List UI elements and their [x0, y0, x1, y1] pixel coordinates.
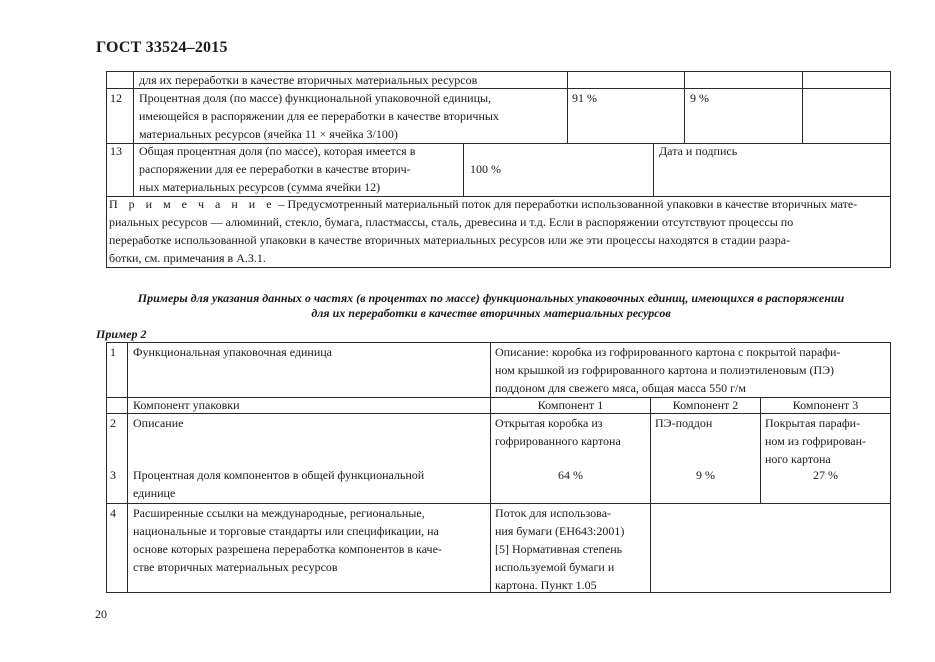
text-line: основе которых разрешена переработка компонентов в каче- — [133, 542, 442, 556]
value-cell: 91 % — [572, 91, 597, 105]
table-cell: Описание — [133, 416, 184, 430]
row-number: 12 — [110, 91, 122, 105]
text-line: ных материальных ресурсов (сумма ячейки 12) — [139, 180, 381, 194]
table-rule — [127, 342, 128, 593]
text-line: ном из гофрирован- — [765, 434, 867, 448]
note-line: ботки, см. примечания в А.3.1. — [109, 251, 266, 265]
table-cell — [133, 504, 488, 576]
text-line: распоряжении для ее переработки в качестве вторич- — [139, 162, 411, 176]
date-signature-label: Дата и подпись — [659, 144, 738, 158]
value-cell: 27 % — [813, 468, 838, 482]
text-line: поддоном для свежего мяса, общая масса 550 г/м — [495, 381, 746, 395]
column-header: Компонент 2 — [672, 398, 739, 412]
description-cell — [495, 343, 888, 397]
table-rule — [890, 342, 891, 593]
table-rule — [106, 342, 107, 593]
table-cell — [495, 504, 647, 594]
column-header: Компонент упаковки — [133, 398, 240, 412]
text-line: ном крышкой из гофрированного картона и полиэтиленовым (ПЭ) — [495, 363, 835, 377]
table-rule — [802, 71, 803, 143]
title-line: для их переработки в качестве вторичных материальных ресурсов — [311, 306, 671, 320]
text-line: имеющейся в распоряжении для ее переработки в качестве вторичных — [139, 109, 499, 123]
table-rule — [133, 71, 134, 196]
table-rule — [684, 71, 685, 143]
text-line: ного картона — [765, 452, 831, 466]
value-cell: 9 % — [696, 468, 715, 482]
note-line: переработке использованной упаковки в качестве вторичных материальных ресурсов или же эти процессы находятся в стадии разра- — [109, 233, 791, 247]
table-example-2 — [106, 342, 891, 593]
row-number: 1 — [110, 345, 116, 359]
row-number: 2 — [110, 416, 116, 430]
table-rule — [106, 267, 891, 268]
table-cell — [495, 414, 647, 450]
text-line: используемой бумаги и — [495, 560, 615, 574]
title-line: Примеры для указания данных о частях (в процентах по массе) функциональных упаковочных единиц, имеющихся в распоряжении — [137, 291, 845, 305]
table-cell: для их переработки в качестве вторичных материальных ресурсов — [139, 73, 478, 87]
text-line: гофрированного картона — [495, 434, 621, 448]
text-line: Поток для использова- — [495, 506, 612, 520]
text-line: Процентная доля (по массе) функциональной упаковочной единицы, — [139, 91, 492, 105]
note-label: П р и м е ч а н и е — [109, 197, 276, 211]
table-cell — [765, 414, 887, 468]
note-text — [109, 195, 889, 267]
text-line: ния бумаги (ЕН643:2001) — [495, 524, 625, 538]
page-number: 20 — [95, 607, 107, 621]
table-cell — [139, 142, 461, 196]
table-rule — [106, 71, 107, 268]
text-line: Процентная доля компонентов в общей функциональной — [133, 468, 425, 482]
table-rule — [463, 143, 464, 196]
table-upper — [106, 71, 891, 268]
table-cell — [139, 89, 564, 143]
example-label: Пример 2 — [96, 327, 147, 341]
row-number: 4 — [110, 506, 116, 520]
table-cell — [655, 414, 757, 432]
row-number: 13 — [110, 144, 122, 158]
examples-title — [96, 291, 886, 321]
text-line: Покрытая парафи- — [765, 416, 861, 430]
row-number: 3 — [110, 468, 116, 482]
text-line: Открытая коробка из — [495, 416, 603, 430]
value-cell: 64 % — [558, 468, 583, 482]
value-cell: 9 % — [690, 91, 709, 105]
text-line: единице — [133, 486, 176, 500]
table-rule — [567, 71, 568, 143]
note-line: – Предусмотренный материальный поток для переработки использованной упаковки в качестве вторичных мате- — [275, 197, 858, 211]
table-cell: Функциональная упаковочная единица — [133, 345, 332, 359]
note-line: риальных ресурсов — алюминий, стекло, бумага, пластмассы, сталь, древесина и т.д. Если в распоряжении отсутствуют процессы по — [109, 215, 794, 229]
column-header: Компонент 3 — [792, 398, 859, 412]
document-header: ГОСТ 33524–2015 — [96, 39, 228, 56]
table-rule — [650, 503, 651, 593]
column-header: Компонент 1 — [537, 398, 604, 412]
text-line: стве вторичных материальных ресурсов — [133, 560, 338, 574]
text-line: картона. Пункт 1.05 — [495, 578, 597, 592]
text-line: [5] Нормативная степень — [495, 542, 623, 556]
table-rule — [890, 71, 891, 268]
text-line: ПЭ-поддон — [655, 416, 713, 430]
table-cell — [133, 466, 488, 502]
text-line: национальные и торговые стандарты или спецификации, на — [133, 524, 439, 538]
text-line: Описание: коробка из гофрированного картона с покрытой парафи- — [495, 345, 841, 359]
text-line — [109, 195, 889, 213]
text-line: Общая процентная доля (по массе), которая имеется в — [139, 144, 416, 158]
text-line: Расширенные ссылки на международные, региональные, — [133, 506, 425, 520]
value-cell: 100 % — [470, 162, 501, 176]
text-line: материальных ресурсов (ячейка 11 × ячейка 3/100) — [139, 127, 398, 141]
table-rule — [653, 143, 654, 196]
